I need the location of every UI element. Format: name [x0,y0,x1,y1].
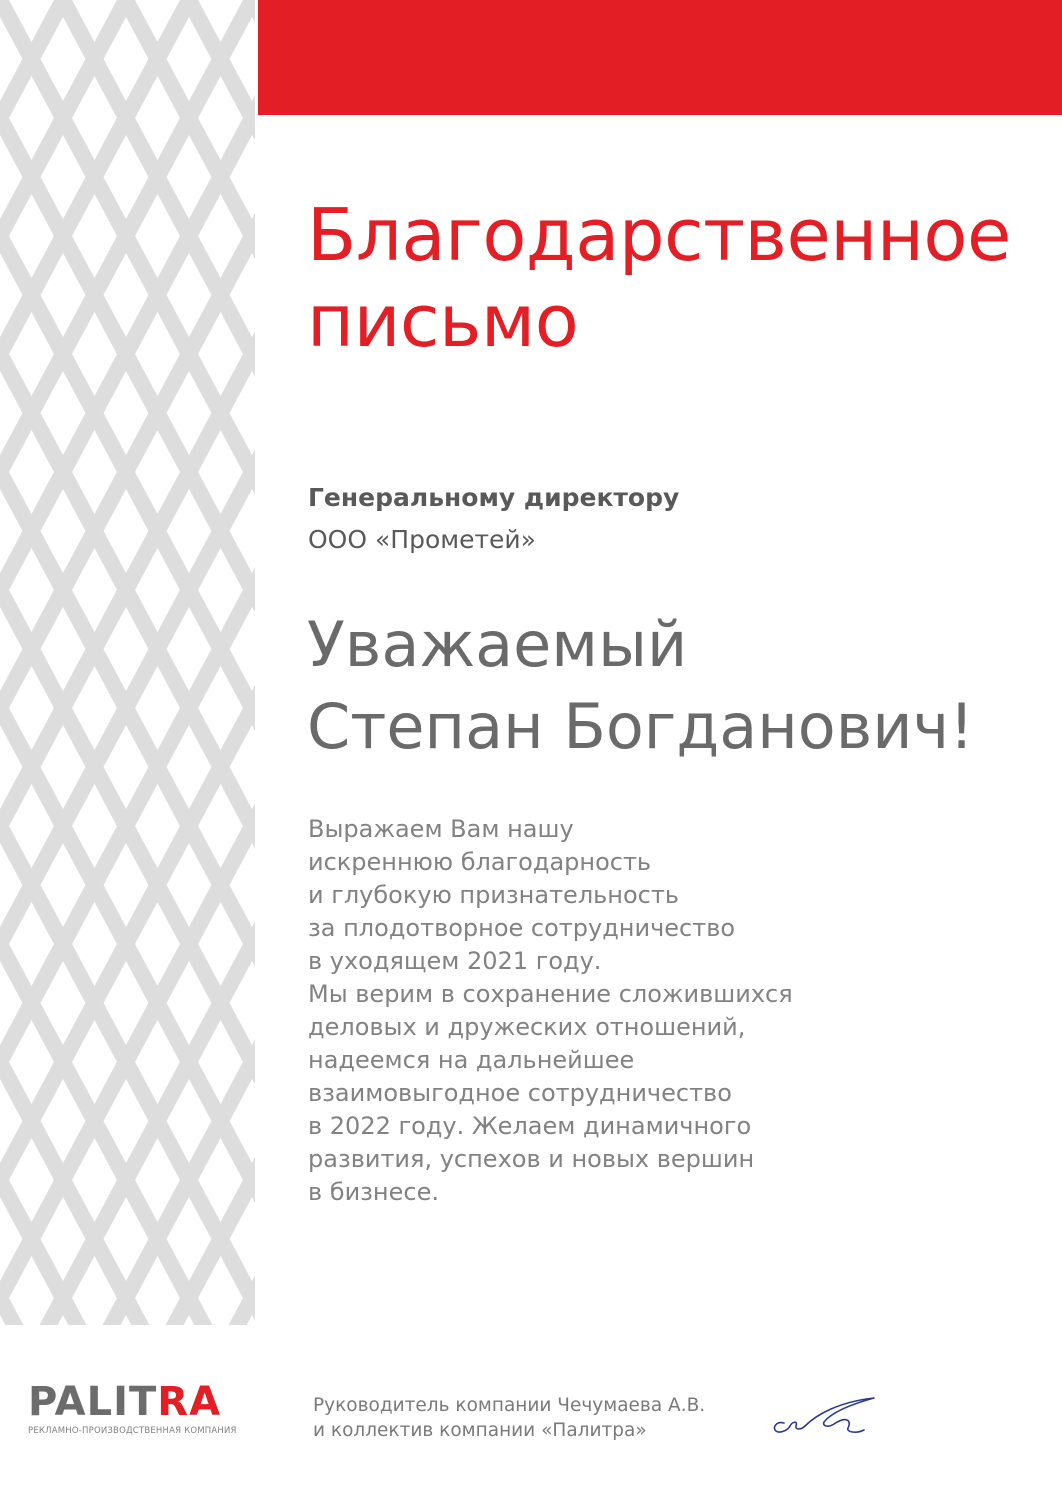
greeting-line-2: Степан Богданович! [307,690,975,763]
body-line: деловых и дружеских отношений, [308,1013,746,1041]
document-title [307,192,1047,364]
header-red-bar [258,0,1062,115]
body-line: взаимовыгодное сотрудничество [308,1079,732,1107]
body-line: Выражаем Вам нашу [308,815,574,843]
logo-accent-text: RA [157,1379,222,1425]
greeting-line-1: Уважаемый [307,608,688,681]
signature-line-2: и коллектив компании «Палитра» [313,1420,647,1441]
body-line: развития, успехов и новых вершин [308,1145,755,1173]
logo-subtitle: РЕКЛАМНО-ПРОИЗВОДСТВЕННАЯ КОМПАНИЯ [28,1426,237,1436]
logo-main-text: PALIT [28,1379,158,1425]
body-line: и глубокую признательность [308,881,680,909]
signature-block [313,1393,705,1443]
addressee [308,477,679,561]
signature-line-1: Руководитель компании Чечумаева А.В. [313,1395,706,1416]
decorative-pattern [0,0,255,1325]
letter-body [308,813,868,1209]
addressee-company: ООО «Прометей» [308,525,536,554]
body-line: в уходящем 2021 году. [308,947,602,975]
greeting [307,604,974,768]
company-logo [28,1380,258,1436]
body-line: надеемся на дальнейшее [308,1046,635,1074]
title-line-2: письмо [307,279,579,363]
title-line-1: Благодарственное [307,193,1011,277]
body-line: искреннюю благодарность [308,848,652,876]
logo-wordmark [28,1380,258,1424]
handwritten-signature [768,1390,888,1445]
body-line: за плодотворное сотрудничество [308,914,736,942]
body-line: Мы верим в сохранение сложившихся [308,980,793,1008]
addressee-position: Генеральному директору [308,483,680,512]
body-line: в 2022 году. Желаем динамичного [308,1112,752,1140]
body-line: в бизнесе. [308,1178,439,1206]
